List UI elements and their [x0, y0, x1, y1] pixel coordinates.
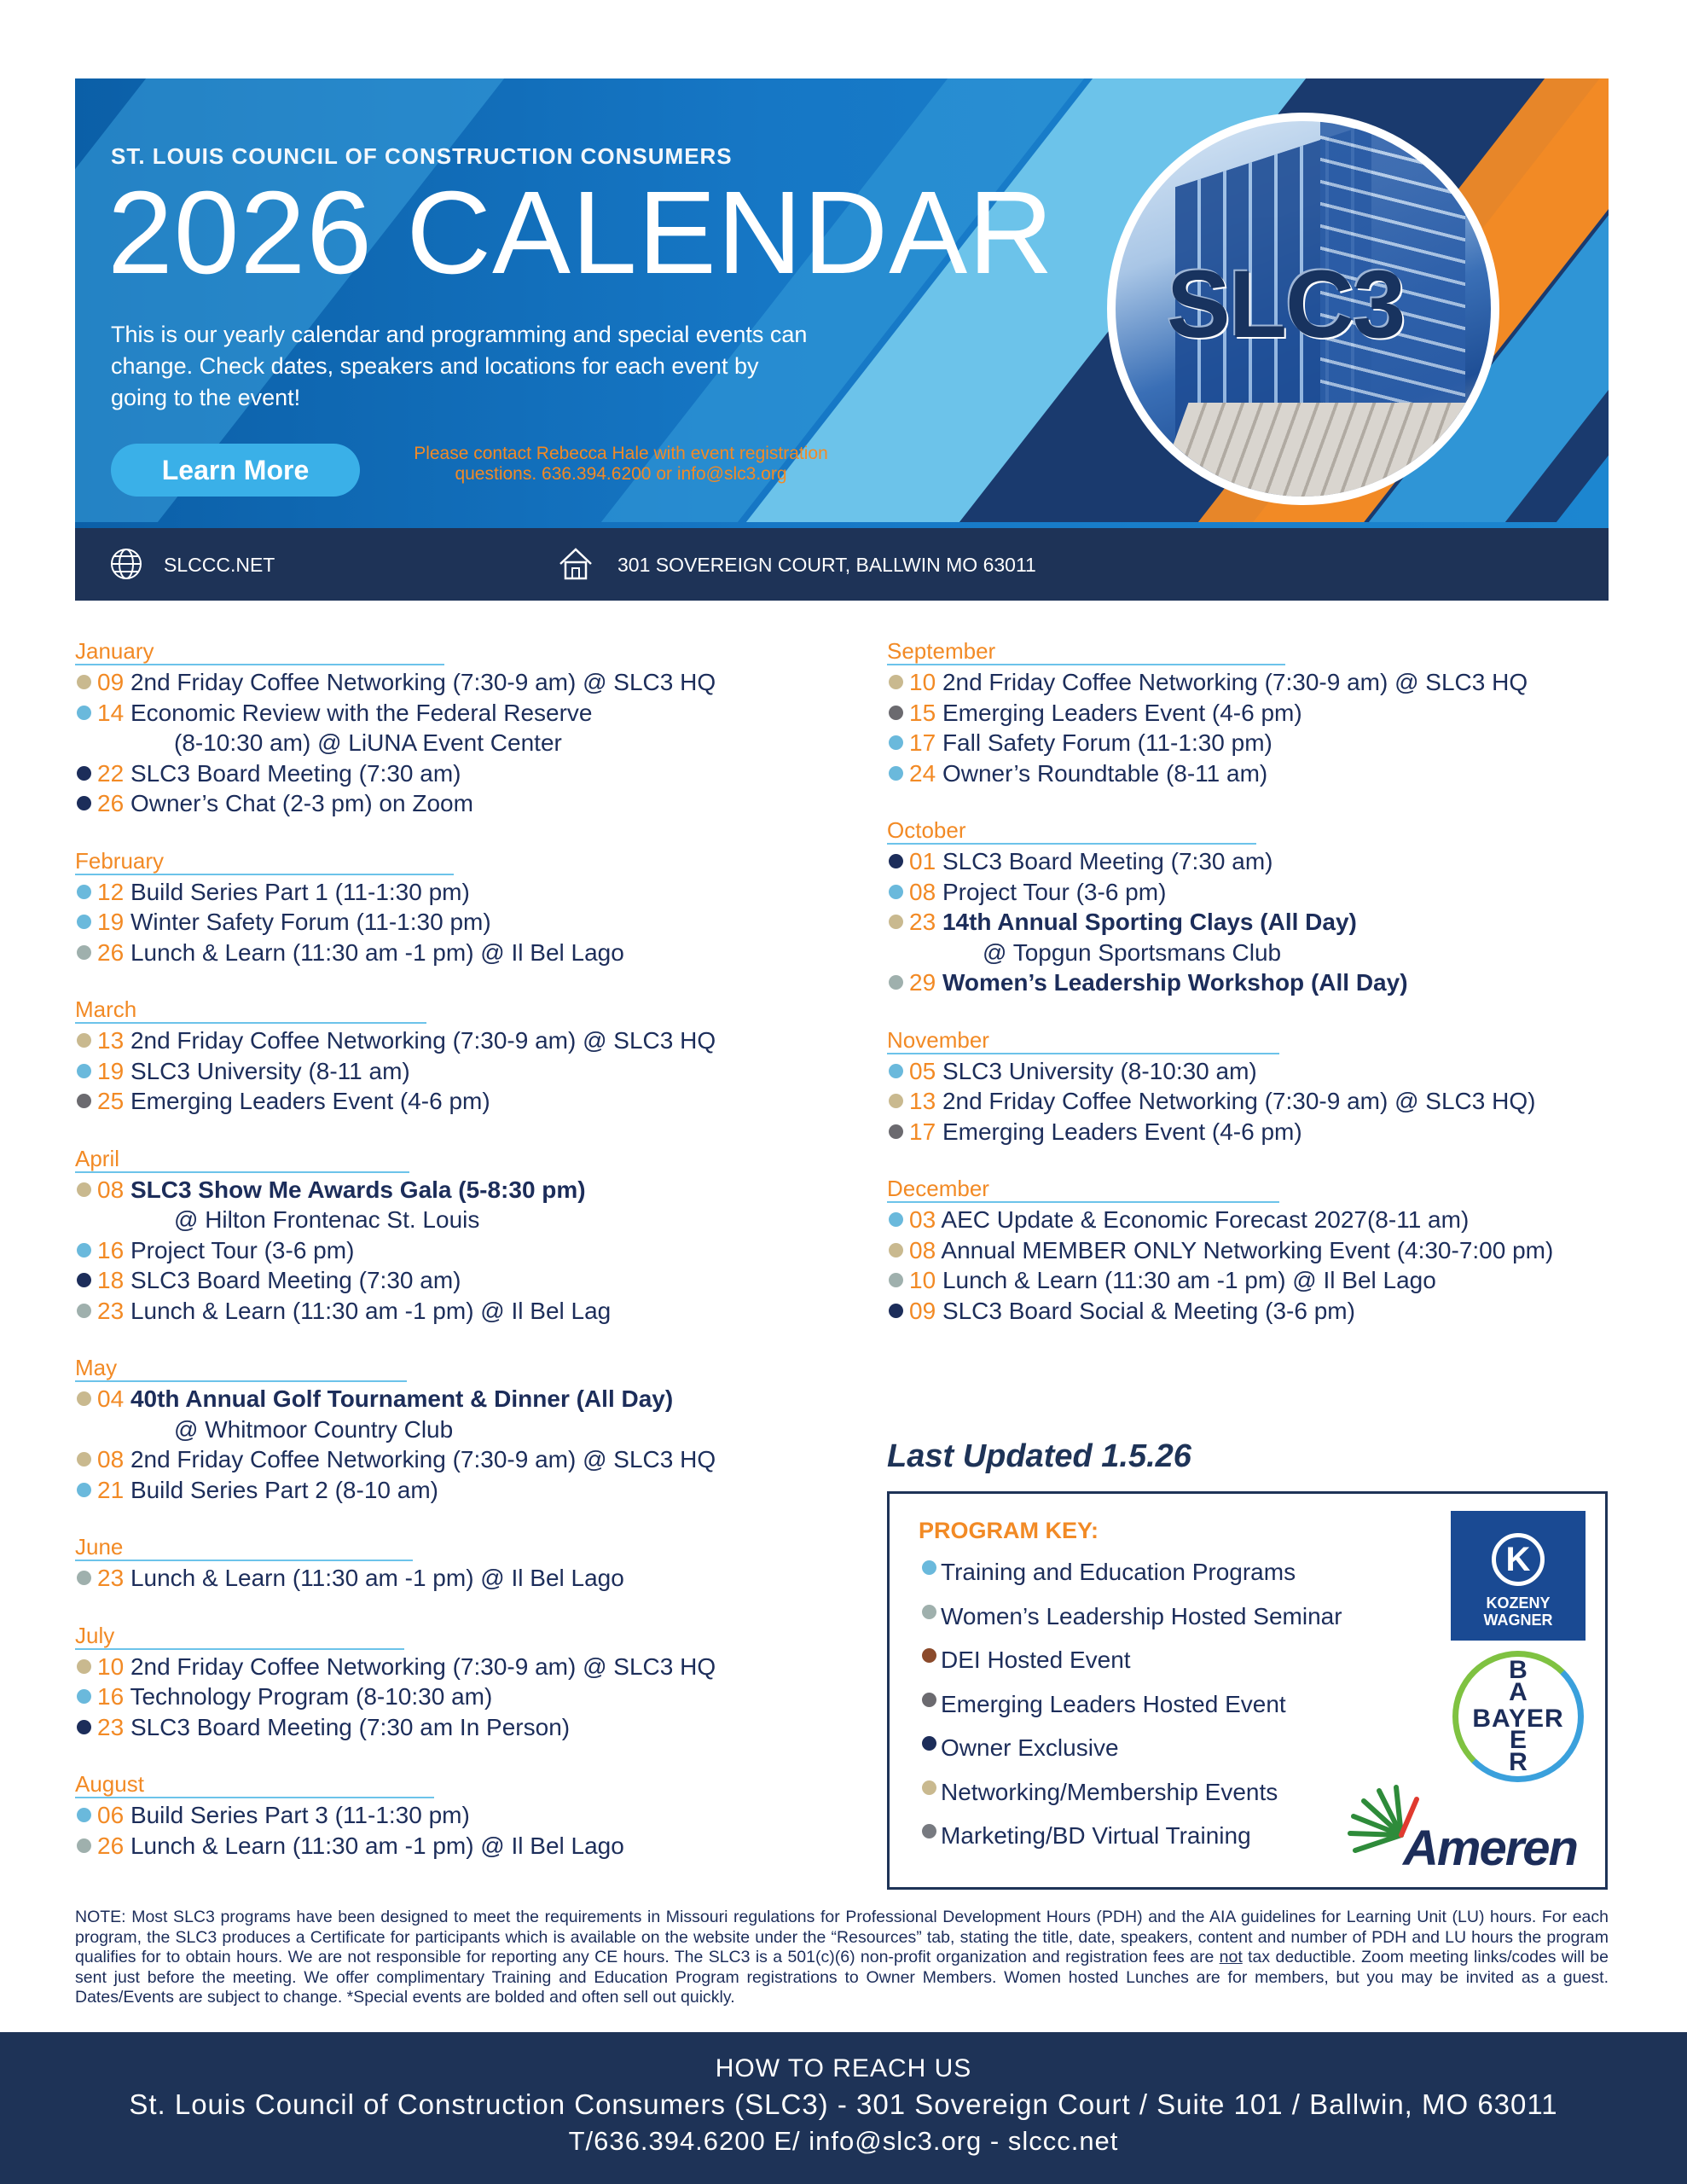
category-dot-icon: [922, 1736, 936, 1751]
month-heading: September: [887, 638, 1285, 665]
calendar-event: [887, 1235, 1655, 1266]
calendar-event: [887, 728, 1655, 758]
category-dot-icon: [77, 706, 91, 720]
event-title: Owner’s Roundtable (8-11 am): [942, 759, 1268, 787]
event-day: 01: [909, 848, 936, 874]
program-key-title: PROGRAM KEY:: [919, 1518, 1099, 1543]
category-dot-icon: [77, 1720, 91, 1734]
category-dot-icon: [77, 1483, 91, 1497]
month-heading: August: [75, 1771, 434, 1798]
home-icon: [558, 545, 594, 581]
event-title: 2nd Friday Coffee Networking (7:30-9 am) @ SLC3 HQ: [942, 669, 1528, 695]
event-title: Owner’s Chat (2-3 pm) on Zoom: [130, 790, 473, 816]
category-dot-icon: [889, 1064, 903, 1078]
event-title: Winter Safety Forum (11-1:30 pm): [130, 909, 491, 935]
month-april: [75, 1146, 843, 1327]
footer: [0, 2032, 1687, 2184]
event-day: 08: [97, 1176, 125, 1203]
calendar-event: [75, 1800, 843, 1831]
category-dot-icon: [922, 1605, 936, 1619]
category-dot-icon: [889, 706, 903, 720]
event-title: 40th Annual Golf Tournament & Dinner (All Day): [130, 1385, 674, 1412]
program-key-list: [922, 1550, 1342, 1858]
calendar-event: [75, 877, 843, 908]
calendar-event: [887, 1117, 1655, 1147]
event-title: Build Series Part 3 (11-1:30 pm): [130, 1802, 470, 1828]
month-may: [75, 1355, 843, 1505]
banner-info-bar: [75, 528, 1609, 601]
category-dot-icon: [77, 1064, 91, 1078]
event-day: 06: [97, 1802, 125, 1828]
category-dot-icon: [889, 1212, 903, 1227]
footer-contact: T/636.394.6200 E/ info@slc3.org - slccc.net: [568, 2126, 1119, 2156]
event-location: (8-10:30 am) @ LiUNA Event Center: [174, 729, 562, 756]
event-title: Build Series Part 2 (8-10 am): [130, 1476, 438, 1503]
event-day: 18: [97, 1267, 125, 1293]
event-day: 10: [909, 1267, 936, 1293]
calendar-event: [887, 1205, 1655, 1235]
calendar-event: [75, 788, 843, 819]
event-day: 26: [97, 790, 125, 816]
footer-address: St. Louis Council of Construction Consumers (SLC3) - 301 Sovereign Court / Suite 101 / Ballwin, MO 63011: [129, 2088, 1558, 2120]
month-heading: June: [75, 1534, 413, 1561]
category-dot-icon: [922, 1693, 936, 1707]
calendar-event: [75, 1384, 843, 1414]
category-dot-icon: [77, 1304, 91, 1318]
calendar-event: [75, 1712, 843, 1743]
program-key-label: Marketing/BD Virtual Training: [941, 1822, 1251, 1849]
program-key-item: [922, 1638, 1342, 1682]
header-banner: [75, 78, 1609, 601]
event-title: Build Series Part 1 (11-1:30 pm): [130, 878, 470, 905]
category-dot-icon: [77, 1391, 91, 1406]
calendar-event: [887, 907, 1655, 938]
category-dot-icon: [922, 1560, 936, 1575]
last-updated: Last Updated 1.5.26: [887, 1438, 1191, 1474]
calendar-event: [75, 1831, 843, 1862]
event-day: 10: [909, 669, 936, 695]
organization-name: ST. LOUIS COUNCIL OF CONSTRUCTION CONSUMERS: [111, 143, 733, 169]
category-dot-icon: [889, 975, 903, 990]
month-march: [75, 996, 843, 1117]
event-day: 19: [97, 1057, 125, 1084]
program-key-label: Women’s Leadership Hosted Seminar: [941, 1602, 1342, 1629]
kozeny-wagner-mark: K: [1492, 1533, 1545, 1586]
category-dot-icon: [889, 1124, 903, 1139]
event-day: 14: [97, 699, 125, 726]
calendar-event: [75, 907, 843, 938]
event-day: 03: [909, 1206, 936, 1233]
category-dot-icon: [77, 885, 91, 899]
category-dot-icon: [889, 1243, 903, 1258]
month-heading: February: [75, 848, 454, 875]
slc3-logo: SLC3: [1167, 251, 1405, 357]
calendar-event: [75, 1025, 843, 1056]
category-dot-icon: [77, 915, 91, 929]
calendar-event: [75, 1235, 843, 1266]
event-day: 23: [97, 1297, 125, 1324]
month-july: [75, 1623, 843, 1743]
calendar-event: [75, 1563, 843, 1594]
page-title: 2026 CALENDAR: [107, 167, 1054, 299]
month-heading: January: [75, 638, 444, 665]
calendar-event: [75, 1475, 843, 1506]
month-february: [75, 848, 843, 968]
calendar-event: [75, 1056, 843, 1087]
calendar-event: [887, 846, 1655, 877]
category-dot-icon: [77, 796, 91, 810]
category-dot-icon: [889, 1304, 903, 1318]
category-dot-icon: [77, 1689, 91, 1704]
event-day: 12: [97, 878, 125, 905]
event-day: 23: [97, 1565, 125, 1591]
globe-icon: [109, 547, 143, 581]
event-day: 09: [97, 669, 125, 695]
footer-heading: HOW TO REACH US: [715, 2054, 972, 2082]
event-title: Economic Review with the Federal Reserve: [130, 699, 593, 726]
banner-description: This is our yearly calendar and programming and special events can change. Check dates, speakers and locations for each event by going to the event!: [111, 322, 808, 410]
calendar-event: [887, 1265, 1655, 1296]
event-day: 09: [909, 1297, 936, 1324]
calendar-event: [75, 1444, 843, 1475]
event-title: Project Tour (3-6 pm): [130, 1236, 355, 1263]
calendar-event: [887, 1086, 1655, 1117]
month-heading: May: [75, 1355, 407, 1382]
event-title: 2nd Friday Coffee Networking (7:30-9 am) @ SLC3 HQ: [130, 1027, 716, 1054]
calendar-event: [887, 698, 1655, 729]
event-day: 15: [909, 699, 936, 726]
bayer-logo: B A BAYER E R: [1452, 1651, 1584, 1782]
calendar-event: [75, 1086, 843, 1117]
event-title: Fall Safety Forum (11-1:30 pm): [942, 729, 1272, 756]
event-title: SLC3 Show Me Awards Gala (5-8:30 pm): [130, 1176, 586, 1203]
event-day: 23: [97, 1713, 125, 1740]
calendar-column-left: [75, 638, 843, 1890]
category-dot-icon: [889, 735, 903, 750]
event-title: SLC3 Board Meeting (7:30 am): [942, 848, 1273, 874]
category-dot-icon: [77, 1094, 91, 1108]
category-dot-icon: [77, 1182, 91, 1197]
event-title: Annual MEMBER ONLY Networking Event (4:30-7:00 pm): [941, 1236, 1554, 1263]
month-heading: April: [75, 1146, 409, 1173]
category-dot-icon: [922, 1824, 936, 1838]
calendar-event: [887, 758, 1655, 789]
category-dot-icon: [922, 1780, 936, 1795]
month-heading: July: [75, 1623, 404, 1650]
event-day: 22: [97, 759, 125, 787]
website-link[interactable]: SLCCC.NET: [164, 554, 275, 576]
month-june: [75, 1534, 843, 1594]
month-september: [887, 638, 1655, 788]
category-dot-icon: [889, 885, 903, 899]
category-dot-icon: [889, 915, 903, 929]
event-title: AEC Update & Economic Forecast 2027(8-11 am): [941, 1206, 1470, 1233]
program-key-label: Networking/Membership Events: [941, 1778, 1278, 1805]
event-day: 08: [909, 1236, 936, 1263]
month-heading: December: [887, 1176, 1279, 1203]
month-january: [75, 638, 843, 819]
contact-note: Please contact Rebecca Hale with event registration questions. 636.394.6200 or info@slc3.org: [414, 444, 828, 484]
event-title: Emerging Leaders Event (4-6 pm): [942, 1118, 1302, 1145]
month-october: [887, 817, 1655, 998]
event-title: Women’s Leadership Workshop (All Day): [942, 969, 1408, 996]
event-location: @ Whitmoor Country Club: [174, 1415, 454, 1443]
month-november: [887, 1027, 1655, 1147]
category-dot-icon: [77, 766, 91, 781]
learn-more-button[interactable]: Learn More: [111, 444, 360, 497]
program-key-item: [922, 1726, 1342, 1770]
event-day: 17: [909, 1118, 936, 1145]
event-day: 08: [97, 1446, 125, 1472]
category-dot-icon: [77, 1273, 91, 1287]
category-dot-icon: [77, 1243, 91, 1258]
event-day: 13: [97, 1027, 125, 1054]
ameren-wordmark: Ameren: [1403, 1821, 1577, 1876]
event-location: @ Topgun Sportsmans Club: [983, 938, 1282, 966]
event-title: Lunch & Learn (11:30 am -1 pm) @ Il Bel Lago: [942, 1267, 1436, 1293]
event-title: SLC3 Board Meeting (7:30 am In Person): [130, 1713, 571, 1740]
event-title: Lunch & Learn (11:30 am -1 pm) @ Il Bel Lago: [130, 1832, 624, 1859]
calendar-event: [75, 698, 843, 729]
event-title: 14th Annual Sporting Clays (All Day): [942, 909, 1357, 935]
category-dot-icon: [889, 766, 903, 781]
category-dot-icon: [77, 675, 91, 689]
event-title: Emerging Leaders Event (4-6 pm): [130, 1088, 490, 1114]
month-heading: November: [887, 1027, 1279, 1054]
event-day: 08: [909, 878, 936, 905]
category-dot-icon: [77, 1659, 91, 1674]
event-day: 17: [909, 729, 936, 756]
calendar-column-right: [887, 638, 1655, 1355]
calendar-event: [75, 1652, 843, 1682]
program-key-item: [922, 1550, 1342, 1594]
disclaimer-note: NOTE: Most SLC3 programs have been designed to meet the requirements in Missouri regulations for Professional Development Hours (PDH) and the AIA guidelines for Learning Unit (LU) hours. For each program, the SLC3 produces a Certificate for participants which is available on the website under the “Resources” tab, stating the title, date, speakers, content and number of PDH and LU hours the program qualifies for to obtain hours. We are not responsible for reporting any CE hours. The SLC3 is a 501(c)(6) non-profit organization and registration fees are not tax deductible. Zoom meeting links/codes will be sent just before the meeting. We offer complimentary Training and Education Program registrations to Owner Members. Women hosted Lunches are for members, but you may be invited as a guest. Dates/Events are subject to change. *Special events are bolded and often sell out quickly.: [75, 1908, 1609, 2007]
category-dot-icon: [77, 1452, 91, 1467]
event-title: SLC3 University (8-11 am): [130, 1057, 410, 1084]
calendar-event: [75, 667, 843, 698]
category-dot-icon: [77, 945, 91, 960]
calendar-event: [887, 667, 1655, 698]
category-dot-icon: [77, 1808, 91, 1822]
event-day: 21: [97, 1476, 125, 1503]
event-day: 26: [97, 1832, 125, 1859]
event-title: 2nd Friday Coffee Networking (7:30-9 am) @ SLC3 HQ: [130, 1446, 716, 1472]
calendar-event: [75, 1296, 843, 1327]
program-key-label: DEI Hosted Event: [941, 1647, 1131, 1673]
event-title: Emerging Leaders Event (4-6 pm): [942, 699, 1302, 726]
month-december: [887, 1176, 1655, 1326]
event-title: 2nd Friday Coffee Networking (7:30-9 am) @ SLC3 HQ: [130, 669, 716, 695]
event-title: SLC3 Board Social & Meeting (3-6 pm): [942, 1297, 1355, 1324]
banner-address: 301 SOVEREIGN COURT, BALLWIN MO 63011: [617, 554, 1036, 576]
calendar-event: [75, 758, 843, 789]
program-key-label: Emerging Leaders Hosted Event: [941, 1690, 1286, 1717]
calendar-event: [75, 938, 843, 968]
event-title: Lunch & Learn (11:30 am -1 pm) @ Il Bel Lago: [130, 938, 624, 966]
event-title: Lunch & Learn (11:30 am -1 pm) @ Il Bel Lag: [130, 1297, 612, 1324]
event-day: 19: [97, 909, 125, 935]
category-dot-icon: [77, 1571, 91, 1585]
event-title: 2nd Friday Coffee Networking (7:30-9 am) @ SLC3 HQ): [942, 1088, 1536, 1114]
event-day: 24: [909, 759, 936, 787]
calendar-event: [75, 1682, 843, 1712]
calendar-event: [75, 1175, 843, 1205]
program-key-box: [887, 1491, 1608, 1890]
event-day: 16: [97, 1236, 125, 1263]
calendar-event: [887, 1296, 1655, 1327]
program-key-item: [922, 1594, 1342, 1639]
event-day: 04: [97, 1385, 125, 1412]
category-dot-icon: [77, 1838, 91, 1853]
category-dot-icon: [889, 675, 903, 689]
program-key-item: [922, 1682, 1342, 1727]
event-day: 16: [97, 1683, 125, 1710]
event-day: 26: [97, 938, 125, 966]
event-day: 05: [909, 1057, 936, 1084]
program-key-item: [922, 1814, 1342, 1858]
calendar-event: [75, 1265, 843, 1296]
building-photo: [1107, 113, 1499, 505]
kozeny-wagner-logo: [1451, 1511, 1586, 1641]
program-key-label: Training and Education Programs: [941, 1559, 1296, 1585]
event-title: SLC3 Board Meeting (7:30 am): [130, 1267, 461, 1293]
ameren-logo: [1342, 1784, 1597, 1878]
event-title: 2nd Friday Coffee Networking (7:30-9 am) @ SLC3 HQ: [130, 1653, 716, 1680]
month-august: [75, 1771, 843, 1861]
event-day: 23: [909, 909, 936, 935]
kozeny-wagner-name: KOZENY WAGNER: [1483, 1594, 1553, 1629]
event-location: @ Hilton Frontenac St. Louis: [174, 1206, 480, 1233]
event-title: Project Tour (3-6 pm): [942, 878, 1167, 905]
month-heading: October: [887, 817, 1256, 845]
calendar-event: [887, 1056, 1655, 1087]
program-key-item: [922, 1770, 1342, 1815]
event-title: SLC3 Board Meeting (7:30 am): [130, 759, 461, 787]
category-dot-icon: [922, 1648, 936, 1663]
category-dot-icon: [889, 1273, 903, 1287]
calendar-event: [887, 877, 1655, 908]
calendar-event: [887, 967, 1655, 998]
month-heading: March: [75, 996, 426, 1024]
event-title: Technology Program (8-10:30 am): [130, 1683, 493, 1710]
program-key-label: Owner Exclusive: [941, 1734, 1119, 1761]
event-title: Lunch & Learn (11:30 am -1 pm) @ Il Bel Lago: [130, 1565, 624, 1591]
event-day: 13: [909, 1088, 936, 1114]
category-dot-icon: [889, 854, 903, 868]
event-day: 29: [909, 969, 936, 996]
category-dot-icon: [77, 1033, 91, 1048]
event-day: 25: [97, 1088, 125, 1114]
category-dot-icon: [889, 1094, 903, 1108]
event-title: SLC3 University (8-10:30 am): [942, 1057, 1257, 1084]
event-day: 10: [97, 1653, 125, 1680]
